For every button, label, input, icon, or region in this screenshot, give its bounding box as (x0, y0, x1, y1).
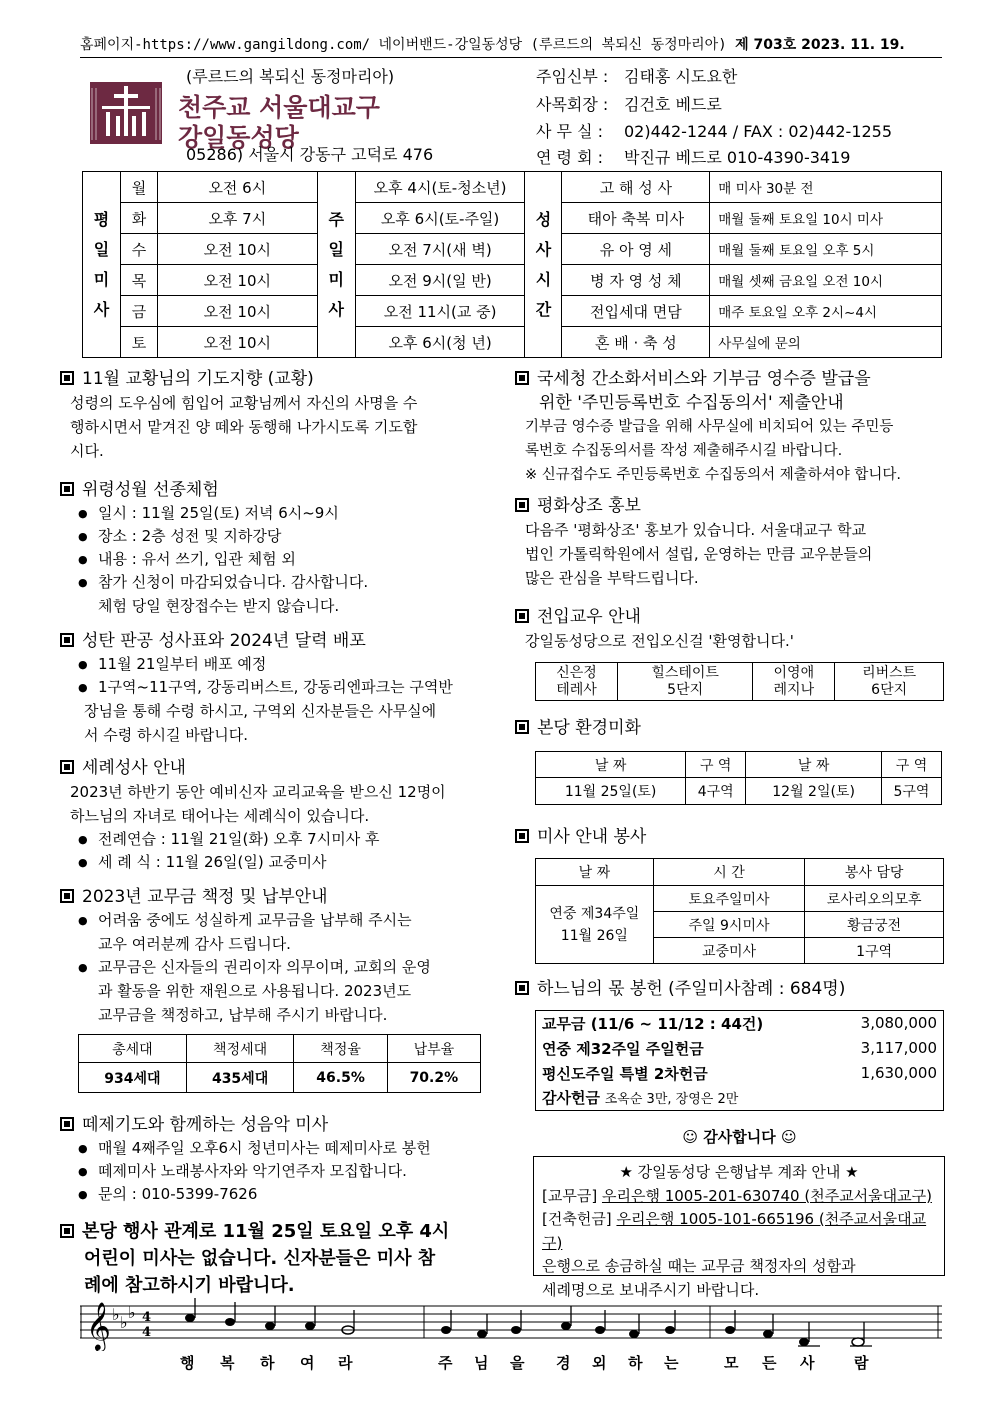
section-box-icon (515, 609, 529, 623)
bank-title: ★ 강일동성당 은행납부 계좌 안내 ★ (619, 1163, 859, 1181)
section-box-icon (60, 1117, 74, 1131)
tithe-account: 우리은행 1005-201-630740 (천주교서울대교구) (601, 1186, 932, 1205)
offering-table: 교무금 (11/6 ~ 11/12 : 44건) 3,080,000 연중 제32주일 주일헌금 3,117,000 평신도주일 특별 2차헌금 1,630,000 감사헌금 조옥순 3만, 장영은 2만 (535, 1010, 944, 1111)
treble-clef-icon: 𝄞 (86, 1301, 111, 1350)
section-box-icon (60, 482, 74, 496)
new-members-table: 신은정 테레사 힐스테이트 5단지 이영애 레지나 리버스트 6단지 (535, 662, 944, 701)
section-box-icon (60, 760, 74, 774)
parish-address: 05286) 서울시 강동구 고덕로 476 (186, 145, 434, 164)
sunday-mass-label: 주 일 미 사 (317, 172, 355, 358)
header-title: 천주교 서울대교구 (178, 93, 380, 122)
svg-text:4: 4 (142, 1325, 152, 1340)
weekday-mass-label: 평 일 미 사 (83, 172, 121, 358)
office-info: 사 무 실 : 02)442-1244 / FAX : 02)442-1255 (536, 122, 893, 141)
section-children-mass-notice: 본당 행사 관계로 11월 25일 토요일 오후 4시 어린이 미사는 없습니다. 신자분들은 미사 참 례에 참고하시기 바랍니다. (60, 1218, 500, 1299)
svg-text:♭: ♭ (112, 1305, 120, 1324)
bank-account-box: ★ 강일동성당 은행납부 계좌 안내 ★ [교무금] 우리은행 1005-201-630740 (천주교서울대교구) [건축헌금] 우리은행 1005-101-665196 (천주교서울대교구) 은행으로 송금하실 때는 교무금 책정자의 성함과 세례명으로 보내주시기 바랍니다. (533, 1156, 945, 1276)
music-staff (80, 1296, 942, 1351)
section-taize-mass: 떼제기도와 함께하는 성음악 미사 ● 매월 4째주일 오후6시 청년미사는 떼제미사로 봉헌 ● 떼제미사 노래봉사자와 악기연주자 모집합니다. ● 문의 : 010-5399-7626 (60, 1113, 500, 1206)
mass-service-table: 날 짜 시 간 봉사 담당 연중 제34주일 11월 26일 토요주일미사 로사리오의모후 주일 9시미사 황금궁전 교중미사 1구역 (535, 858, 944, 964)
song-lyrics: 행 복 하 여 라 주 님 을 경 외 하 는 모 든 사 람 (180, 1354, 869, 1372)
section-box-icon (60, 889, 74, 903)
section-death-experience: 위령성월 선종체험 ● 일시 : 11월 25일(토) 저녁 6시~9시 ● 장소 : 2층 성전 및 지하강당 ● 내용 : 유서 쓰기, 입관 체험 외 ● 참가 신청이 마감되었습니다. 감사합니다. 체험 당일 현장접수는 받지 않습니다. (60, 478, 500, 618)
section-box-icon (60, 371, 74, 385)
building-account: 우리은행 1005-101-665196 (천주교서울대교구) (542, 1210, 927, 1252)
section-mass-service: 미사 안내 봉사 (515, 825, 950, 849)
section-box-icon (515, 498, 529, 512)
mass-schedule-table: 평 일 미 사 월 오전 6시 주 일 미 사 오후 4시(토-청소년) 성 사 시 간 고 해 성 사 매 미사 30분 전 화 오후 7시 오후 6시(토-주일) 태아 축복 미사 매월 둘째 토요일 10시 미사 수 오전 10시 오전 7시(새 벽) 유 아 영 세 매월 둘째 토요일 오후 5시 목 오전 10시 오전 9시(일 반) 병 자 영 성 체 매월 셋째 금요일 오전 10시 금 오전 10시 오전 11시(교 중) 전입세대 면담 매주 토요일 오후 2시~4시 토 오전 10시 오후 6시(청 년) 혼 배 · 축 성 사무실에 문의 (82, 171, 942, 358)
parish-name: 강일동성당 (178, 123, 299, 152)
section-christmas-calendar: 성탄 판공 성사표와 2024년 달력 배포 ● 11월 21일부터 배포 예정 ● 1구역~11구역, 강동리버스트, 강동리엔파크는 구역반 장님을 통해 수령 하시고, 구역외 신자분들은 사무실에 서 수령 하시길 바랍니다. (60, 629, 500, 747)
tithe-table: 총세대 책정세대 책정율 납부율 934세대 435세대 46.5% 70.2% (78, 1034, 481, 1093)
funeral-info: 연 령 회 : 박진규 베드로 010-4390-3419 (536, 148, 851, 167)
section-box-icon (515, 371, 529, 385)
svg-text:4: 4 (142, 1310, 152, 1325)
svg-text:♭: ♭ (120, 1313, 128, 1332)
section-box-icon (515, 829, 529, 843)
section-baptism: 세례성사 안내 2023년 하반기 동안 예비신자 교리교육을 받으신 12명이 하느님의 자녀로 태어나는 세례식이 있습니다. ● 전례연습 : 11월 21일(화) 오후 7시미사 후 ● 세 례 식 : 11월 26일(일) 교중미사 (60, 756, 500, 874)
pastor-info: 주임신부 : 김태홍 시도요한 (536, 67, 738, 86)
parish-logo (90, 82, 162, 144)
svg-text:♭: ♭ (128, 1303, 136, 1322)
section-new-members: 전입교우 안내 강일동성당으로 전입오신걸 '환영합니다.' (515, 605, 950, 653)
council-info: 사목회장 : 김건호 베드로 (536, 95, 722, 114)
top-info-line (80, 34, 942, 58)
issue-number: 제 703호 2023. 11. 19. (735, 37, 905, 53)
sacrament-time-label: 성 사 시 간 (525, 172, 562, 358)
header-subtitle: (루르드의 복되신 동정마리아) (186, 67, 395, 86)
cleaning-table: 날 짜 구 역 날 짜 구 역 11월 25일(토) 4구역 12월 2일(토) 5구역 (535, 751, 942, 805)
thank-you-text: ☺ 감사합니다 ☺ (682, 1128, 797, 1146)
section-box-icon (515, 720, 529, 734)
section-pope-intention: 11월 교황님의 기도지향 (교황) 성령의 도우심에 힘입어 교황님께서 자신의 사명을 수 행하시면서 맡겨진 양 떼와 동행해 나가시도록 기도합 시다. (60, 367, 500, 463)
section-box-icon (515, 981, 529, 995)
section-tax-receipt: 국세청 간소화서비스와 기부금 영수증 발급을 위한 '주민등록번호 수집동의서' 제출안내 기부금 영수증 발급을 위해 사무실에 비치되어 있는 주민등 록번호 수집동의서를 작성 제출해주시길 바랍니다. ※ 신규접수도 주민등록번호 수집동의서 제출하셔야 합니다. (515, 367, 950, 487)
section-box-icon (60, 1224, 74, 1238)
homepage-text: 홈페이지-https://www.gangildong.com/ 네이버밴드-강일동성당 (루르드의 복되신 동정마리아) (80, 37, 736, 53)
section-tithe: 2023년 교무금 책정 및 납부안내 ● 어려움 중에도 성실하게 교무금을 납부해 주시는 교우 여러분께 감사 드립니다. ● 교무금은 신자들의 권리이자 의무이며, 교회의 운영 과 활동을 위한 재원으로 사용됩니다. 2023년도 교무금을 책정하고, 납부해 주시기 바랍니다. (60, 885, 500, 1027)
section-offering: 하느님의 몫 봉헌 (주일미사참례 : 684명) (515, 977, 950, 1001)
section-peace-funeral: 평화상조 홍보 다음주 '평화상조' 홍보가 있습니다. 서울대교구 학교 법인 가톨릭학원에서 설립, 운영하는 만큼 교우분들의 많은 관심을 부탁드립니다. (515, 494, 950, 590)
section-box-icon (60, 633, 74, 647)
section-cleaning: 본당 환경미화 (515, 716, 950, 740)
